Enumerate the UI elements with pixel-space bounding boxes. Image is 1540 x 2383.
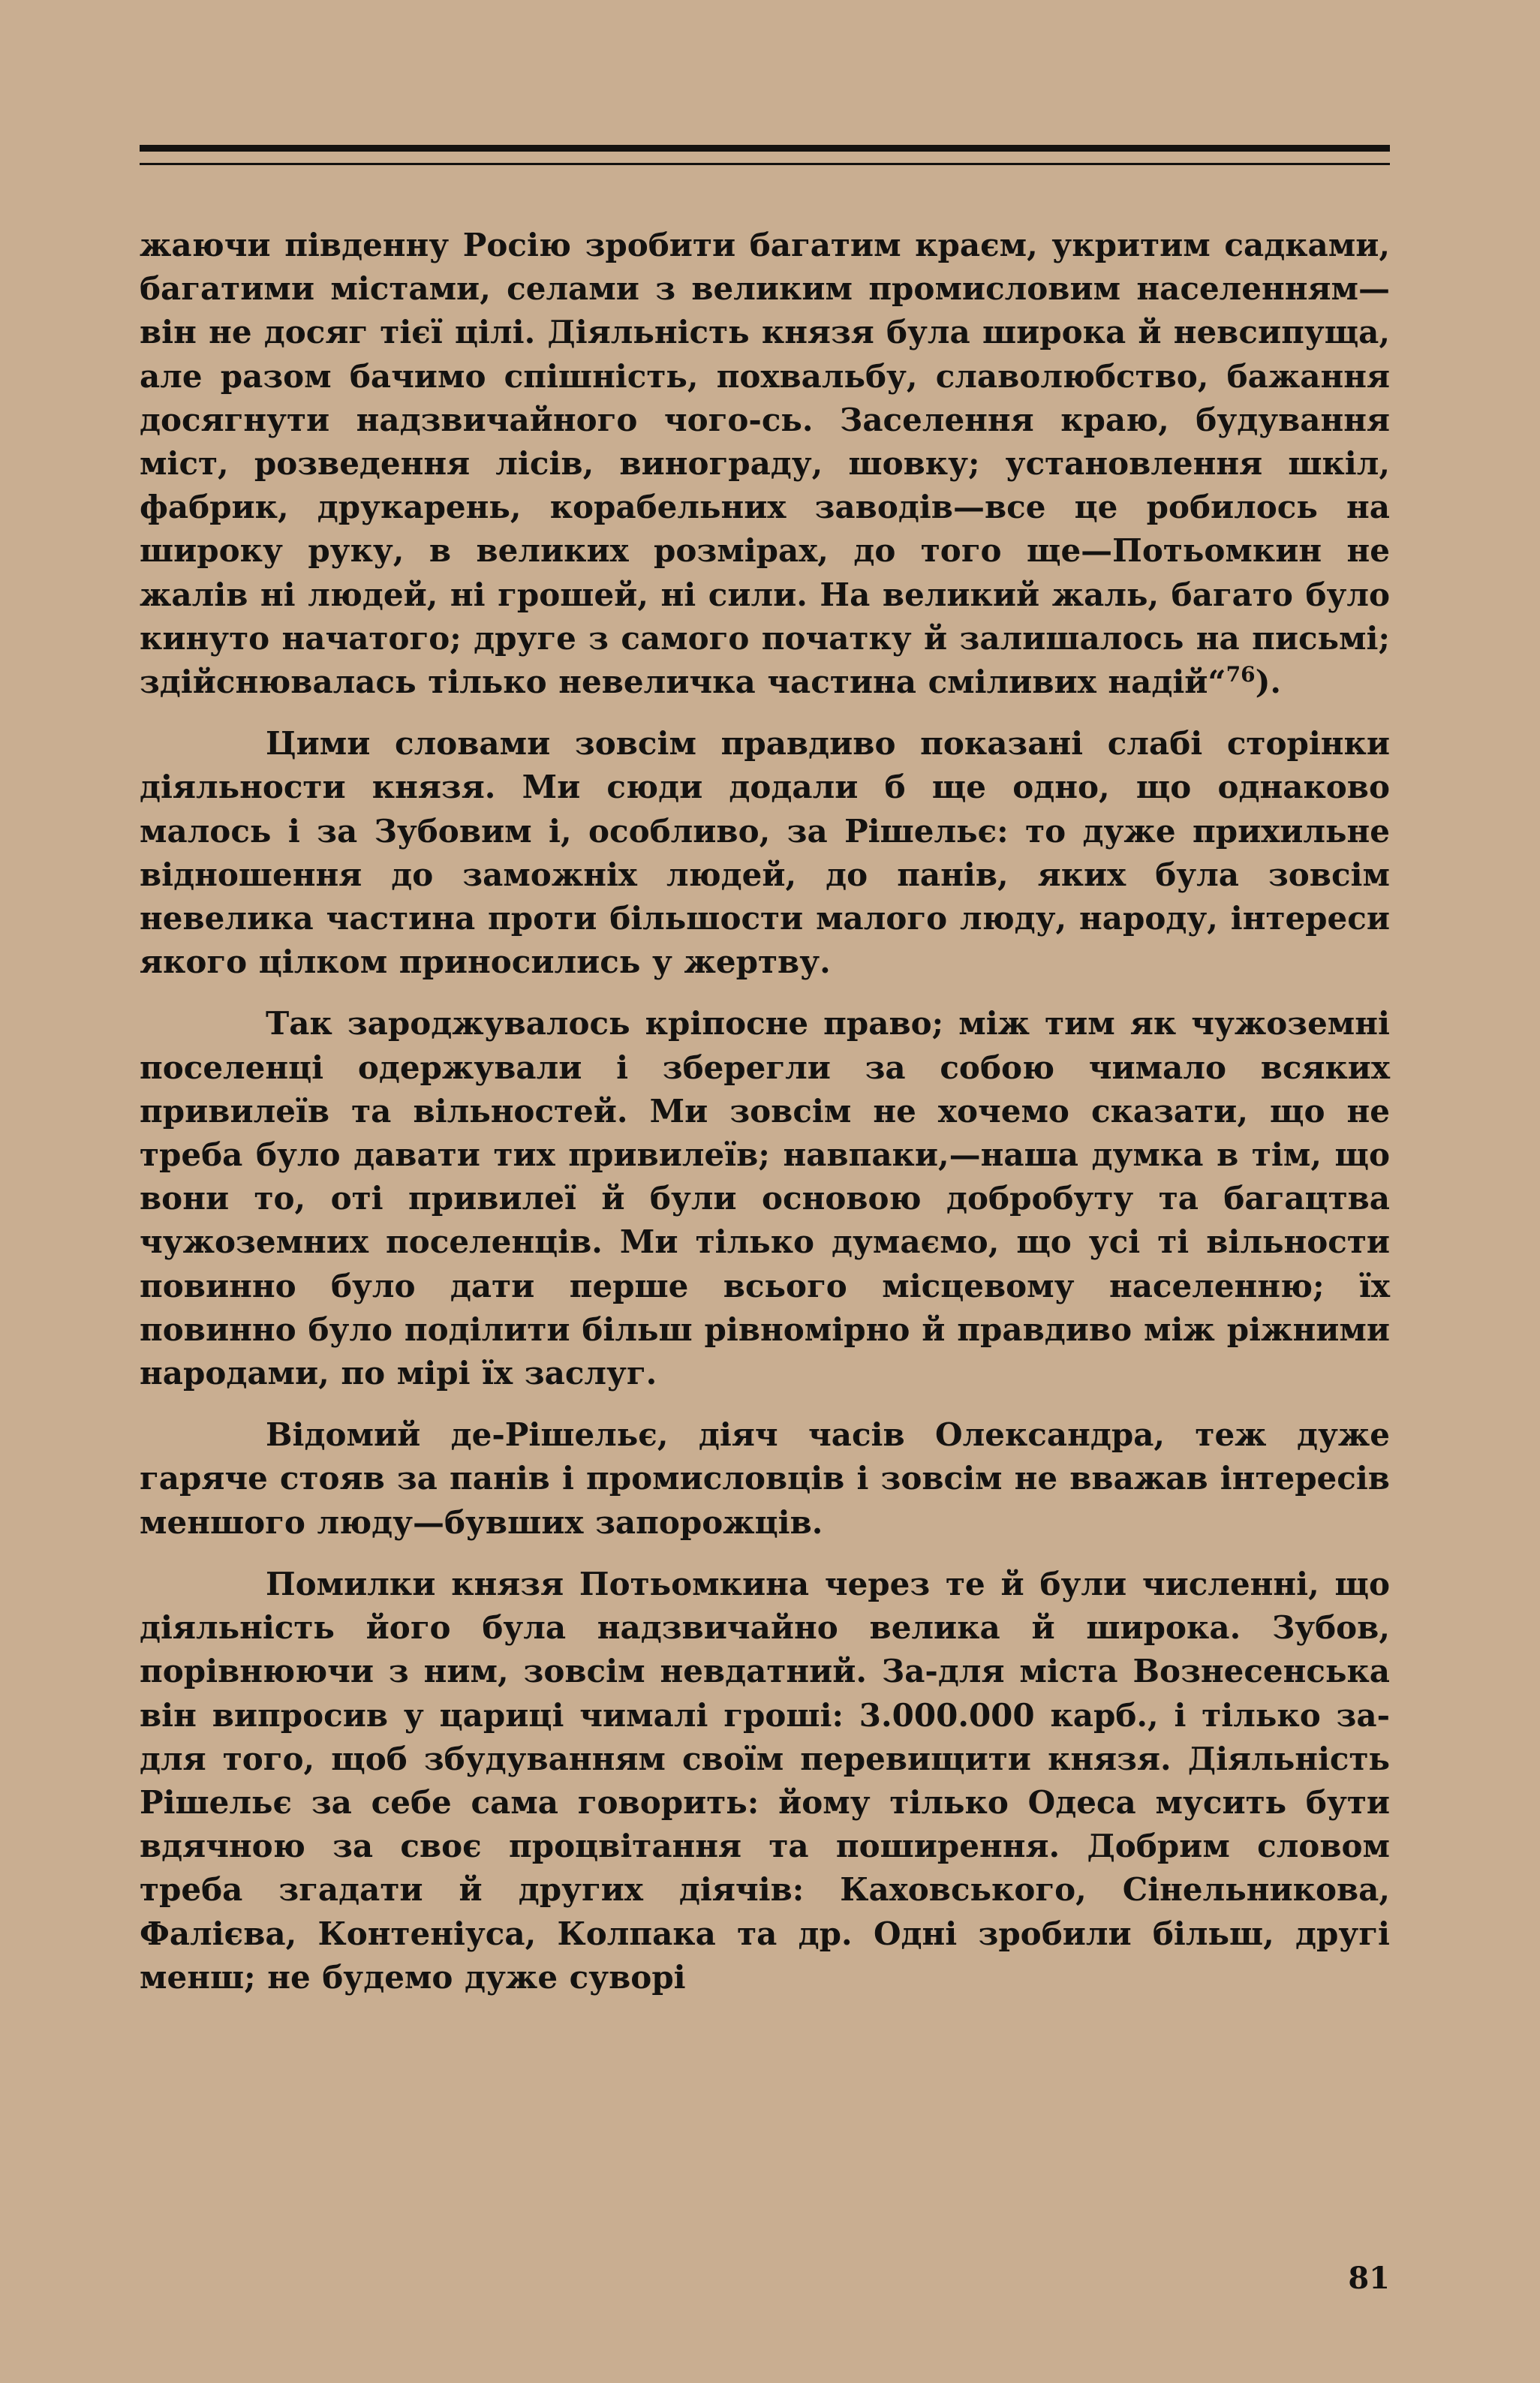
paragraph-2: Цими словами зовсім правдиво показані слабі сторінки діяльности князя. Ми сюди додали б ще одно, що однаково малось і за Зубовим і, особливо, за Рішельє: то дуже прихильне відношення до заможніх людей, до панів, яких була зовсім невелика частина проти більшости малого люду, народу, інтереси якого цілком приносились у жертву. [140, 725, 1390, 981]
paragraph-5: Помилки князя Потьомкина через те й були численні, що діяльність його була надзвичайно велика й широка. Зубов, порівнюючи з ним, зовсім невдатний. За-для міста Вознесенська він випросив у цариці чималі гроші: 3.000.000 карб., і тілько за-для того, щоб збудуванням своїм перевищити князя. Діяльність Рішельє за себе сама говорить: йому тілько Одеса мусить бути вдячною за своє процвітання та поширення. Добрим словом треба згадати й других діячів: Каховського, Сінельникова, Фалієва, Контеніуса, Колпака та др. Одні зробили більш, другі менш; не будемо дуже суворі [140, 1565, 1390, 1996]
page-body [140, 224, 1390, 2017]
paragraph-1 [140, 224, 1390, 704]
paragraph-1-text: жаючи південну Росію зробити багатим краєм, укритим садками, багатими містами, селами з великим промисловим населенням—він не досяг тієї цілі. Діяльність князя була широка й невсипуща, але разом бачимо спішність, похвальбу, славолюбство, бажання досягнути надзвичайного чого-сь. Заселення краю, будування міст, розведення лісів, винограду, шовку; установлення шкіл, фабрик, друкарень, корабельних заводів—все це робилось на широку руку, в великих розмірах, до того ще—Потьомкин не жалів ні людей, ні грошей, ні сили. На великий жаль, багато було кинуто начатого; друге з самого початку й залишалось на письмі; здійснювалась тілько невеличка частина сміливих надій“ [140, 227, 1390, 701]
page-number: 81 [1348, 2261, 1390, 2296]
header-rule-thin [140, 163, 1390, 165]
header-rule-thick [140, 145, 1390, 152]
paragraph-3: Так зароджувалось кріпосне право; між тим як чужоземні поселенці одержували і зберегли за собою чимало всяких привилеїв та вільностей. Ми зовсім не хочемо сказати, що не треба було давати тих привилеїв; навпаки,—наша думка в тім, що вони то, оті привилеї й були основою добробуту та багацтва чужоземних поселенців. Ми тілько думаємо, що усі ті вільности повинно було дати перше всього місцевому населенню; їх повинно було поділити більш рівномірно й правдиво між ріжними народами, по мірі їх заслуг. [140, 1005, 1390, 1392]
paragraph-4: Відомий де-Рішельє, діяч часів Олександра, теж дуже гаряче стояв за панів і промисловців і зовсім не вважав інтересів меншого люду—бувших запорожців. [140, 1416, 1390, 1541]
footnote-reference: 76 [1226, 662, 1256, 688]
paragraph-1-tail: ). [1255, 663, 1282, 701]
